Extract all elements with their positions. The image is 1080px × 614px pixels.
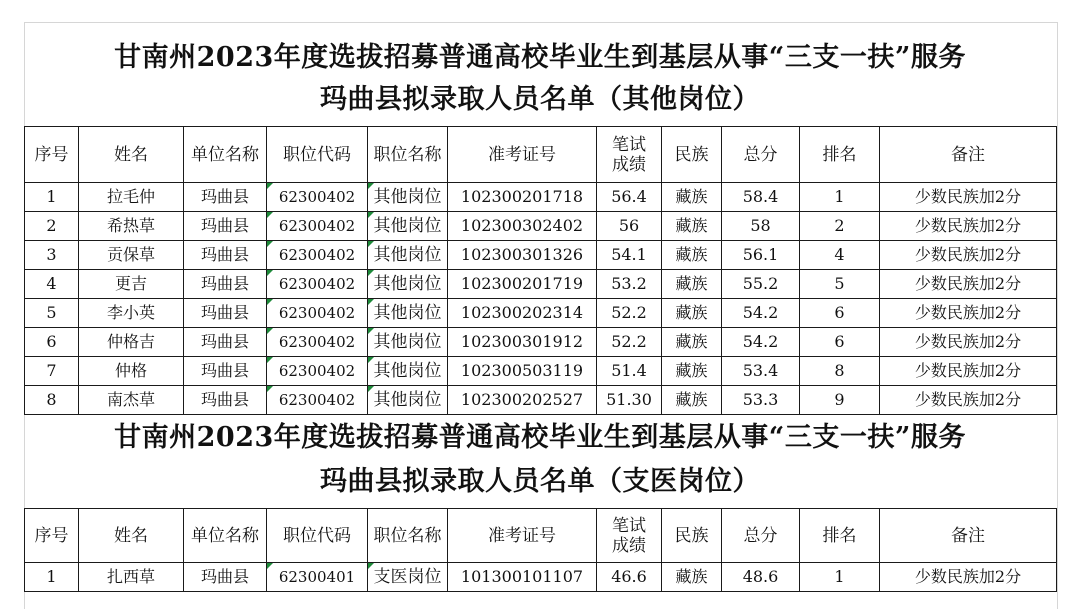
cell-unit: 玛曲县 [184,270,267,299]
col-header-pos-code: 职位代码 [267,127,368,183]
col-header-rank: 排名 [800,127,880,183]
cell-ethnic: 藏族 [662,386,722,415]
cell-pos-code: 62300402 [267,357,368,386]
cell-pos-name: 其他岗位 [368,328,448,357]
cell-pos-code: 62300402 [267,328,368,357]
cell-ethnic: 藏族 [662,563,722,592]
cell-unit: 玛曲县 [184,299,267,328]
table-row [25,212,1057,241]
cell-rank: 1 [800,563,880,592]
col-header-exam-no: 准考证号 [448,509,597,563]
col-header-total: 总分 [722,127,800,183]
cell-unit: 玛曲县 [184,241,267,270]
cell-seq: 6 [25,328,79,357]
cell-seq: 8 [25,386,79,415]
cell-name: 南杰草 [79,386,184,415]
section1-title-line1: 甘南州2023年度选拔招募普通高校毕业生到基层从事“三支一扶”服务 [114,42,966,73]
cell-exam-no: 102300301326 [448,241,597,270]
col-header-ethnic: 民族 [662,509,722,563]
cell-written-score: 56.4 [597,183,662,212]
col-header-rank: 排名 [800,509,880,563]
col-header-exam-no: 准考证号 [448,127,597,183]
cell-exam-no: 102300202527 [448,386,597,415]
col-header-total: 总分 [722,509,800,563]
cell-unit: 玛曲县 [184,328,267,357]
cell-ethnic: 藏族 [662,183,722,212]
cell-rank: 5 [800,270,880,299]
cell-total: 53.3 [722,386,800,415]
cell-name: 更吉 [79,270,184,299]
cell-unit: 玛曲县 [184,357,267,386]
cell-pos-name: 支医岗位 [368,563,448,592]
cell-remark: 少数民族加2分 [880,270,1057,299]
cell-ethnic: 藏族 [662,241,722,270]
cell-seq: 4 [25,270,79,299]
cell-name: 李小英 [79,299,184,328]
cell-pos-name: 其他岗位 [368,386,448,415]
cell-unit: 玛曲县 [184,183,267,212]
cell-written-score: 51.4 [597,357,662,386]
cell-pos-code: 62300401 [267,563,368,592]
cell-total: 54.2 [722,328,800,357]
cell-seq: 5 [25,299,79,328]
cell-pos-code: 62300402 [267,270,368,299]
cell-rank: 6 [800,328,880,357]
cell-total: 58.4 [722,183,800,212]
col-header-remark: 备注 [880,509,1057,563]
col-header-name: 姓名 [79,509,184,563]
cell-ethnic: 藏族 [662,270,722,299]
table-row [25,563,1057,592]
cell-name: 仲格 [79,357,184,386]
cell-remark: 少数民族加2分 [880,183,1057,212]
cell-pos-code: 62300402 [267,183,368,212]
col-header-written-score: 笔试 成绩 [597,127,662,183]
cell-pos-code: 62300402 [267,212,368,241]
cell-name: 仲格吉 [79,328,184,357]
col-header-unit: 单位名称 [184,509,267,563]
cell-rank: 2 [800,212,880,241]
cell-pos-name: 其他岗位 [368,357,448,386]
col-header-ethnic: 民族 [662,127,722,183]
col-header-pos-name: 职位名称 [368,509,448,563]
col-header-written-score: 笔试 成绩 [597,509,662,563]
cell-remark: 少数民族加2分 [880,328,1057,357]
cell-name: 希热草 [79,212,184,241]
cell-seq: 1 [25,563,79,592]
cell-ethnic: 藏族 [662,328,722,357]
section2-title-line2: 玛曲县拟录取人员名单（支医岗位） [320,466,760,497]
cell-remark: 少数民族加2分 [880,563,1057,592]
cell-pos-code: 62300402 [267,241,368,270]
col-header-seq: 序号 [25,509,79,563]
cell-rank: 9 [800,386,880,415]
cell-total: 48.6 [722,563,800,592]
cell-rank: 1 [800,183,880,212]
cell-exam-no: 102300302402 [448,212,597,241]
table-other-positions [24,126,1057,415]
cell-name: 拉毛仲 [79,183,184,212]
cell-remark: 少数民族加2分 [880,386,1057,415]
cell-written-score: 56 [597,212,662,241]
table-row [25,299,1057,328]
cell-exam-no: 102300202314 [448,299,597,328]
cell-written-score: 46.6 [597,563,662,592]
cell-seq: 7 [25,357,79,386]
cell-rank: 6 [800,299,880,328]
cell-written-score: 54.1 [597,241,662,270]
cell-exam-no: 102300503119 [448,357,597,386]
cell-total: 58 [722,212,800,241]
cell-remark: 少数民族加2分 [880,299,1057,328]
cell-seq: 3 [25,241,79,270]
table-row [25,357,1057,386]
cell-pos-code: 62300402 [267,386,368,415]
col-header-pos-code: 职位代码 [267,509,368,563]
cell-pos-name: 其他岗位 [368,270,448,299]
table-header-row [25,509,1057,563]
cell-written-score: 52.2 [597,299,662,328]
cell-exam-no: 102300201718 [448,183,597,212]
col-header-pos-name: 职位名称 [368,127,448,183]
col-header-name: 姓名 [79,127,184,183]
cell-exam-no: 101300101107 [448,563,597,592]
table-row [25,386,1057,415]
table-medical-positions [24,508,1057,592]
table-header-row [25,127,1057,183]
cell-total: 56.1 [722,241,800,270]
cell-written-score: 53.2 [597,270,662,299]
cell-pos-code: 62300402 [267,299,368,328]
table-row [25,241,1057,270]
cell-seq: 1 [25,183,79,212]
col-header-remark: 备注 [880,127,1057,183]
cell-remark: 少数民族加2分 [880,212,1057,241]
table-row [25,270,1057,299]
cell-total: 55.2 [722,270,800,299]
col-header-unit: 单位名称 [184,127,267,183]
cell-ethnic: 藏族 [662,212,722,241]
section1-title-line2: 玛曲县拟录取人员名单（其他岗位） [320,84,760,115]
cell-remark: 少数民族加2分 [880,241,1057,270]
cell-seq: 2 [25,212,79,241]
cell-rank: 4 [800,241,880,270]
cell-unit: 玛曲县 [184,563,267,592]
cell-written-score: 51.30 [597,386,662,415]
col-header-seq: 序号 [25,127,79,183]
cell-exam-no: 102300201719 [448,270,597,299]
cell-ethnic: 藏族 [662,357,722,386]
cell-total: 54.2 [722,299,800,328]
cell-written-score: 52.2 [597,328,662,357]
cell-unit: 玛曲县 [184,212,267,241]
cell-exam-no: 102300301912 [448,328,597,357]
cell-name: 贡保草 [79,241,184,270]
cell-total: 53.4 [722,357,800,386]
cell-pos-name: 其他岗位 [368,241,448,270]
section2-title-line1: 甘南州2023年度选拔招募普通高校毕业生到基层从事“三支一扶”服务 [114,422,966,453]
table-row [25,183,1057,212]
cell-unit: 玛曲县 [184,386,267,415]
cell-pos-name: 其他岗位 [368,212,448,241]
cell-pos-name: 其他岗位 [368,299,448,328]
cell-ethnic: 藏族 [662,299,722,328]
cell-rank: 8 [800,357,880,386]
table-row [25,328,1057,357]
cell-pos-name: 其他岗位 [368,183,448,212]
cell-remark: 少数民族加2分 [880,357,1057,386]
cell-name: 扎西草 [79,563,184,592]
